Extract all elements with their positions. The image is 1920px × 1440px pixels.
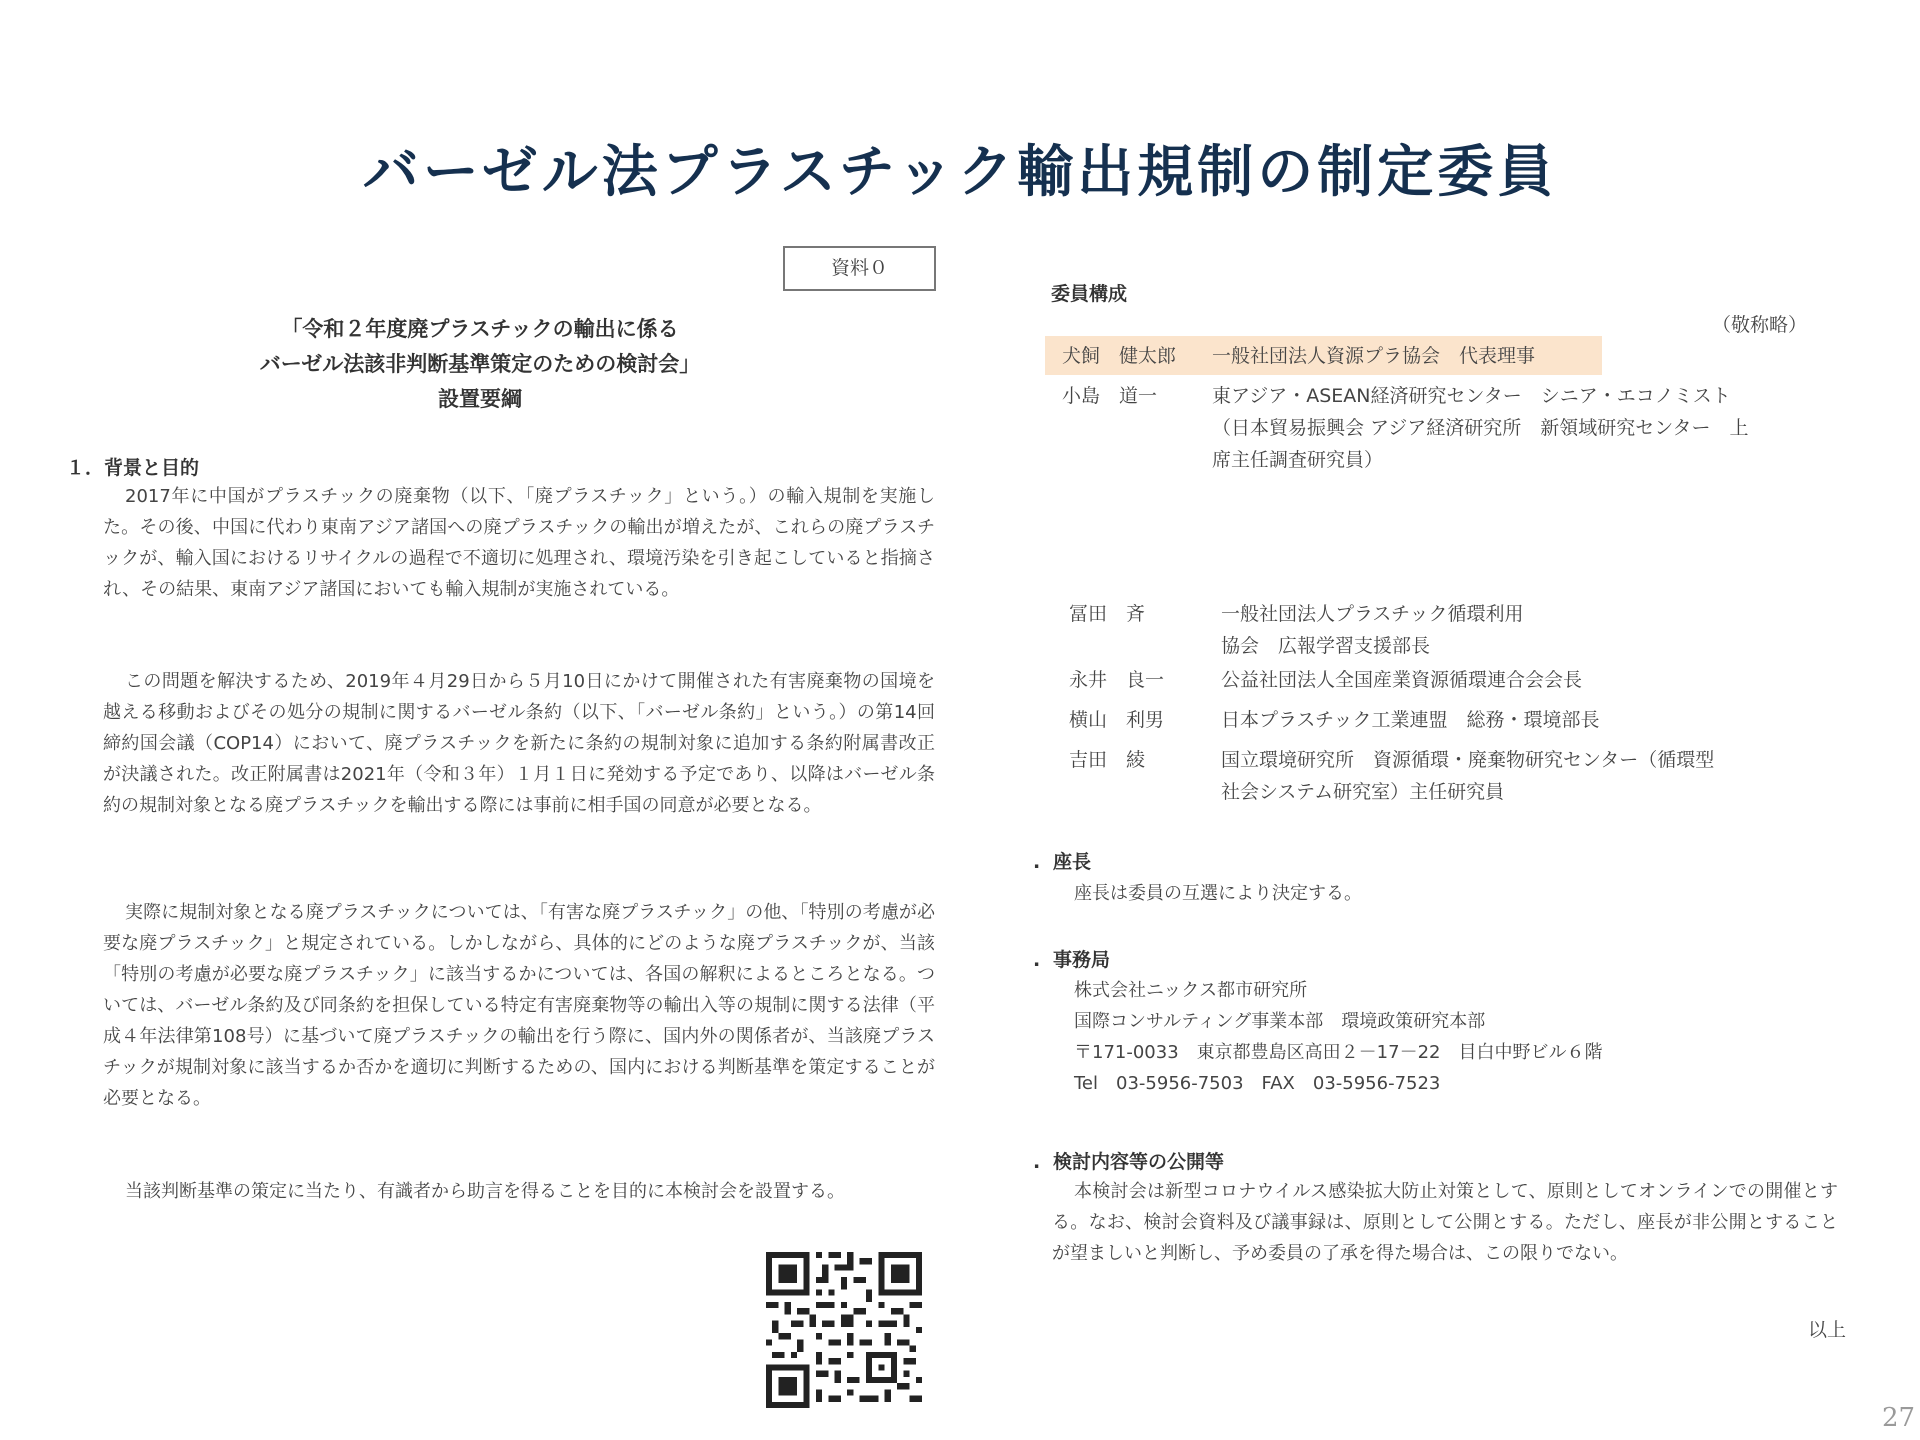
bullet-dot: . [1033, 1151, 1041, 1173]
member-name: 吉田 綾 [1069, 749, 1146, 771]
secretariat-line: 株式会社ニックス都市研究所 [1074, 980, 1308, 1001]
bullet-dot: . [1033, 949, 1041, 971]
chair-heading-text: 座長 [1053, 851, 1092, 873]
disclosure-heading [1033, 1147, 1224, 1174]
member-name: 冨田 斉 [1069, 603, 1146, 625]
member-name: 犬飼 健太郎 [1062, 345, 1177, 367]
member-affiliation: 国立環境研究所 資源循環・廃棄物研究センター（循環型社会システム研究室）主任研究員 [1221, 749, 1715, 803]
member-name: 永井 良一 [1069, 669, 1165, 691]
member-name: 小島 道一 [1062, 385, 1158, 407]
background-paragraph-4: 当該判断基準の策定に当たり、有識者から助言を得ることを目的に本検討会を設置する。 [125, 1181, 845, 1202]
background-paragraph-2: この問題を解決するため、2019年４月29日から５月10日にかけて開催された有害廃棄物の国境を越える移動およびその処分の規制に関するバーゼル条約（以下、「バーゼル条約」という。）の第14回締約国会議（COP14）において、廃プラスチックを新たに条約の規制対象に追加する条約附属書改正が決議された。改正附属書は2021年（令和３年）１月１日に発効する予定であり、以降はバーゼル条約の規制対象となる廃プラスチックを輸出する際には事前に相手国の同意が必要となる。 [103, 671, 935, 816]
chair-heading [1033, 847, 1091, 874]
member-row [1062, 340, 1752, 374]
section-heading-background: １．背景と目的 [66, 457, 200, 479]
page-number: 27 [1882, 1403, 1916, 1433]
honorific-note-text: （敬称略） [1712, 314, 1808, 336]
member-row [1062, 380, 1762, 480]
member-affiliation: 日本プラスチック工業連盟 総務・環境部長 [1221, 709, 1600, 731]
closing-text: 以上 [1808, 1319, 1847, 1341]
member-affiliation: 東アジア・ASEAN経済研究センター シニア・エコノミスト（日本貿易振興会 アジア経済研究所 新領域研究センター 上席主任調査研究員） [1212, 385, 1749, 471]
secretariat-line: 国際コンサルティング事業本部 環境政策研究本部 [1074, 1011, 1486, 1032]
qr-code-icon[interactable] [766, 1252, 922, 1408]
document-label: 資料０ [783, 246, 936, 291]
member-affiliation: 公益社団法人全国産業資源循環連合会会長 [1221, 669, 1583, 691]
member-row [1069, 664, 1769, 698]
background-paragraph-3: 実際に規制対象となる廃プラスチックについては、「有害な廃プラスチック」の他、「特別の考慮が必要な廃プラスチック」と規定されている。しかしながら、具体的にどのような廃プラスチックが、当該「特別の考慮が必要な廃プラスチック」に該当するかについては、各国の解釈によるところとなる。ついては、バーゼル条約及び同条約を担保している特定有害廃棄物等の輸出入等の規制に関する法律（平成４年法律第108号）に基づいて廃プラスチックの輸出を行う際に、国内外の関係者が、当該廃プラスチックが規制対象に該当するか否かを適切に判断するための、国内における判断基準を策定することが必要となる。 [103, 902, 935, 1109]
member-affiliation: 一般社団法人資源プラ協会 代表理事 [1212, 345, 1536, 367]
secretariat-heading [1033, 945, 1110, 972]
member-affiliation: 一般社団法人プラスチック循環利用協会 広報学習支援部長 [1221, 603, 1524, 657]
secretariat-heading-text: 事務局 [1053, 949, 1111, 971]
secretariat-block [1074, 975, 1794, 1099]
member-row [1069, 744, 1769, 810]
background-paragraph-1: 2017年に中国がプラスチックの廃棄物（以下、「廃プラスチック」という。）の輸入規制を実施した。その後、中国に代わり東南アジア諸国への廃プラスチックの輸出が増えたが、これらの廃プラスチックが、輸入国におけるリサイクルの過程で不適切に処理され、環境汚染を引き起こしていると指摘され、その結果、東南アジア諸国においても輸入規制が実施されている。 [103, 486, 935, 600]
document-heading-line: バーゼル法該非判断基準策定のための検討会」 [259, 352, 701, 376]
member-row [1069, 598, 1769, 664]
member-row [1069, 704, 1769, 738]
secretariat-line: 〒171-0033 東京都豊島区高田２－17－22 目白中野ビル６階 [1074, 1042, 1603, 1063]
members-heading: 委員構成 [1051, 283, 1128, 305]
disclosure-text: 本検討会は新型コロナウイルス感染拡大防止対策として、原則としてオンラインでの開催とする。なお、検討会資料及び議事録は、原則として公開とする。ただし、座長が非公開とすることが望ましいと判断し、予め委員の了承を得た場合は、この限りでない。 [1052, 1181, 1838, 1264]
bullet-dot: . [1033, 851, 1041, 873]
secretariat-line: Tel 03-5956-7503 FAX 03-5956-7523 [1074, 1073, 1441, 1094]
document-heading-line: 設置要綱 [438, 387, 522, 411]
honorific-note [1712, 309, 1807, 341]
document-heading [220, 312, 740, 417]
chair-text: 座長は委員の互選により決定する。 [1074, 883, 1362, 904]
member-name: 横山 利男 [1069, 709, 1165, 731]
disclosure-heading-text: 検討内容等の公開等 [1053, 1151, 1225, 1173]
slide-title: バーゼル法プラスチック輸出規制の制定委員 [362, 140, 1558, 205]
document-heading-line: 「令和２年度廃プラスチックの輸出に係る [281, 317, 679, 341]
